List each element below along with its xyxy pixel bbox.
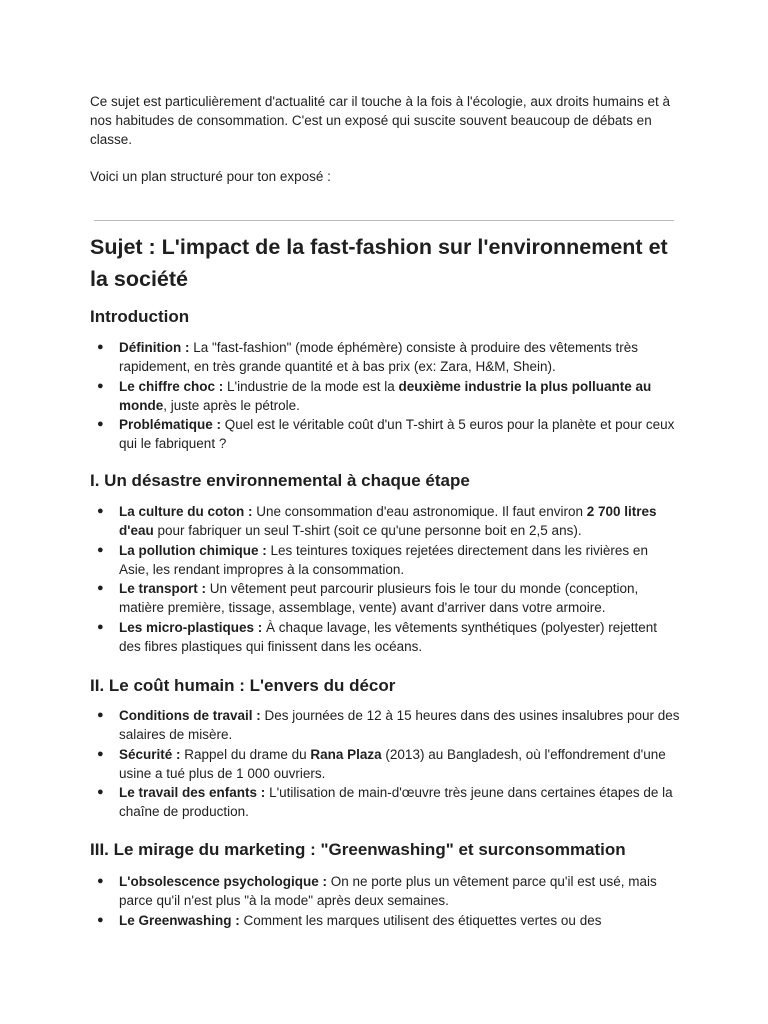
list-item: ● Définition : La "fast-fashion" (mode éphémère) consiste à produire des vêtements très rapidement, en très grande quantité et à bas prix (ex: Zara, H&M, Shein).	[97, 340, 639, 375]
bullet-icon: ●	[97, 582, 104, 595]
bullet-icon: ●	[97, 786, 104, 799]
section-heading-human-cost: II. Le coût humain : L'envers du décor	[90, 676, 396, 695]
marketing-list	[90, 872, 680, 930]
bullet-icon: ●	[97, 913, 104, 926]
list-item: ● Sécurité : Rappel du drame du Rana Plaza (2013) au Bangladesh, où l'effondrement d'une usine a tué plus de 1 000 ouvriers.	[97, 746, 666, 781]
document-title: Sujet : L'impact de la fast-fashion sur l'environnement et la société	[90, 235, 668, 291]
human-cost-list	[90, 706, 680, 822]
introduction-list	[90, 338, 680, 454]
bullet-icon: ●	[97, 505, 104, 517]
plan-intro-paragraph: Voici un plan structuré pour ton exposé :	[90, 169, 331, 184]
list-item: ● Le travail des enfants : L'utilisation de main-d'œuvre très jeune dans certaines étapes de la chaîne de production.	[97, 785, 673, 820]
bullet-icon: ●	[97, 709, 104, 721]
environment-list	[90, 502, 680, 656]
list-item: ● Le Greenwashing : Comment les marques utilisent des étiquettes vertes ou des	[90, 911, 680, 930]
bullet-icon: ●	[97, 875, 104, 887]
list-item: ● Les micro-plastiques : À chaque lavage, les vêtements synthétiques (polyester) rejettent des fibres plastiques qui finissent dans les océans.	[97, 619, 658, 655]
intro-paragraph: Ce sujet est particulièrement d'actualité car il touche à la fois à l'écologie, aux droits humains et à nos habitudes de consommation. C'est un exposé qui suscite souvent beaucoup de débats en classe.	[90, 94, 670, 147]
list-item: ● Le chiffre choc : L'industrie de la mode est la deuxième industrie la plus polluante au monde, juste après le pétrole.	[97, 378, 652, 413]
list-item: ● Conditions de travail : Des journées de 12 à 15 heures dans des usines insalubres pour des salaires de misère.	[97, 708, 680, 743]
section-heading-environment: I. Un désastre environnemental à chaque étape	[90, 471, 470, 490]
section-heading-introduction: Introduction	[90, 307, 190, 326]
bullet-icon: ●	[97, 747, 104, 760]
bullet-icon: ●	[97, 620, 104, 633]
list-item: ● L'obsolescence psychologique : On ne porte plus un vêtement parce qu'il est usé, mais parce qu'il n'est plus "à la mode" après deux semaines.	[97, 874, 657, 909]
horizontal-divider	[94, 220, 674, 221]
list-item: ● La pollution chimique : Les teintures toxiques rejetées directement dans les rivières en Asie, les rendant impropres à la consommation.	[97, 542, 648, 577]
bullet-icon: ●	[97, 341, 104, 353]
bullet-icon: ●	[97, 379, 104, 392]
list-item: ● Problématique : Quel est le véritable coût d'un T-shirt à 5 euros pour la planète et pour ceux qui le fabriquent ?	[97, 417, 675, 452]
bullet-icon: ●	[97, 418, 104, 431]
section-heading-marketing: III. Le mirage du marketing : "Greenwashing" et surconsommation	[90, 840, 626, 859]
bullet-icon: ●	[97, 543, 104, 556]
list-item: ● La culture du coton : Une consommation d'eau astronomique. Il faut environ 2 700 litres d'eau pour fabriquer un seul T-shirt (soit ce qu'une personne boit en 2,5 ans).	[97, 504, 657, 539]
list-item: ● Le transport : Un vêtement peut parcourir plusieurs fois le tour du monde (conception, matière première, tissage, assemblage, vente) avant d'arriver dans votre armoire.	[97, 581, 639, 616]
